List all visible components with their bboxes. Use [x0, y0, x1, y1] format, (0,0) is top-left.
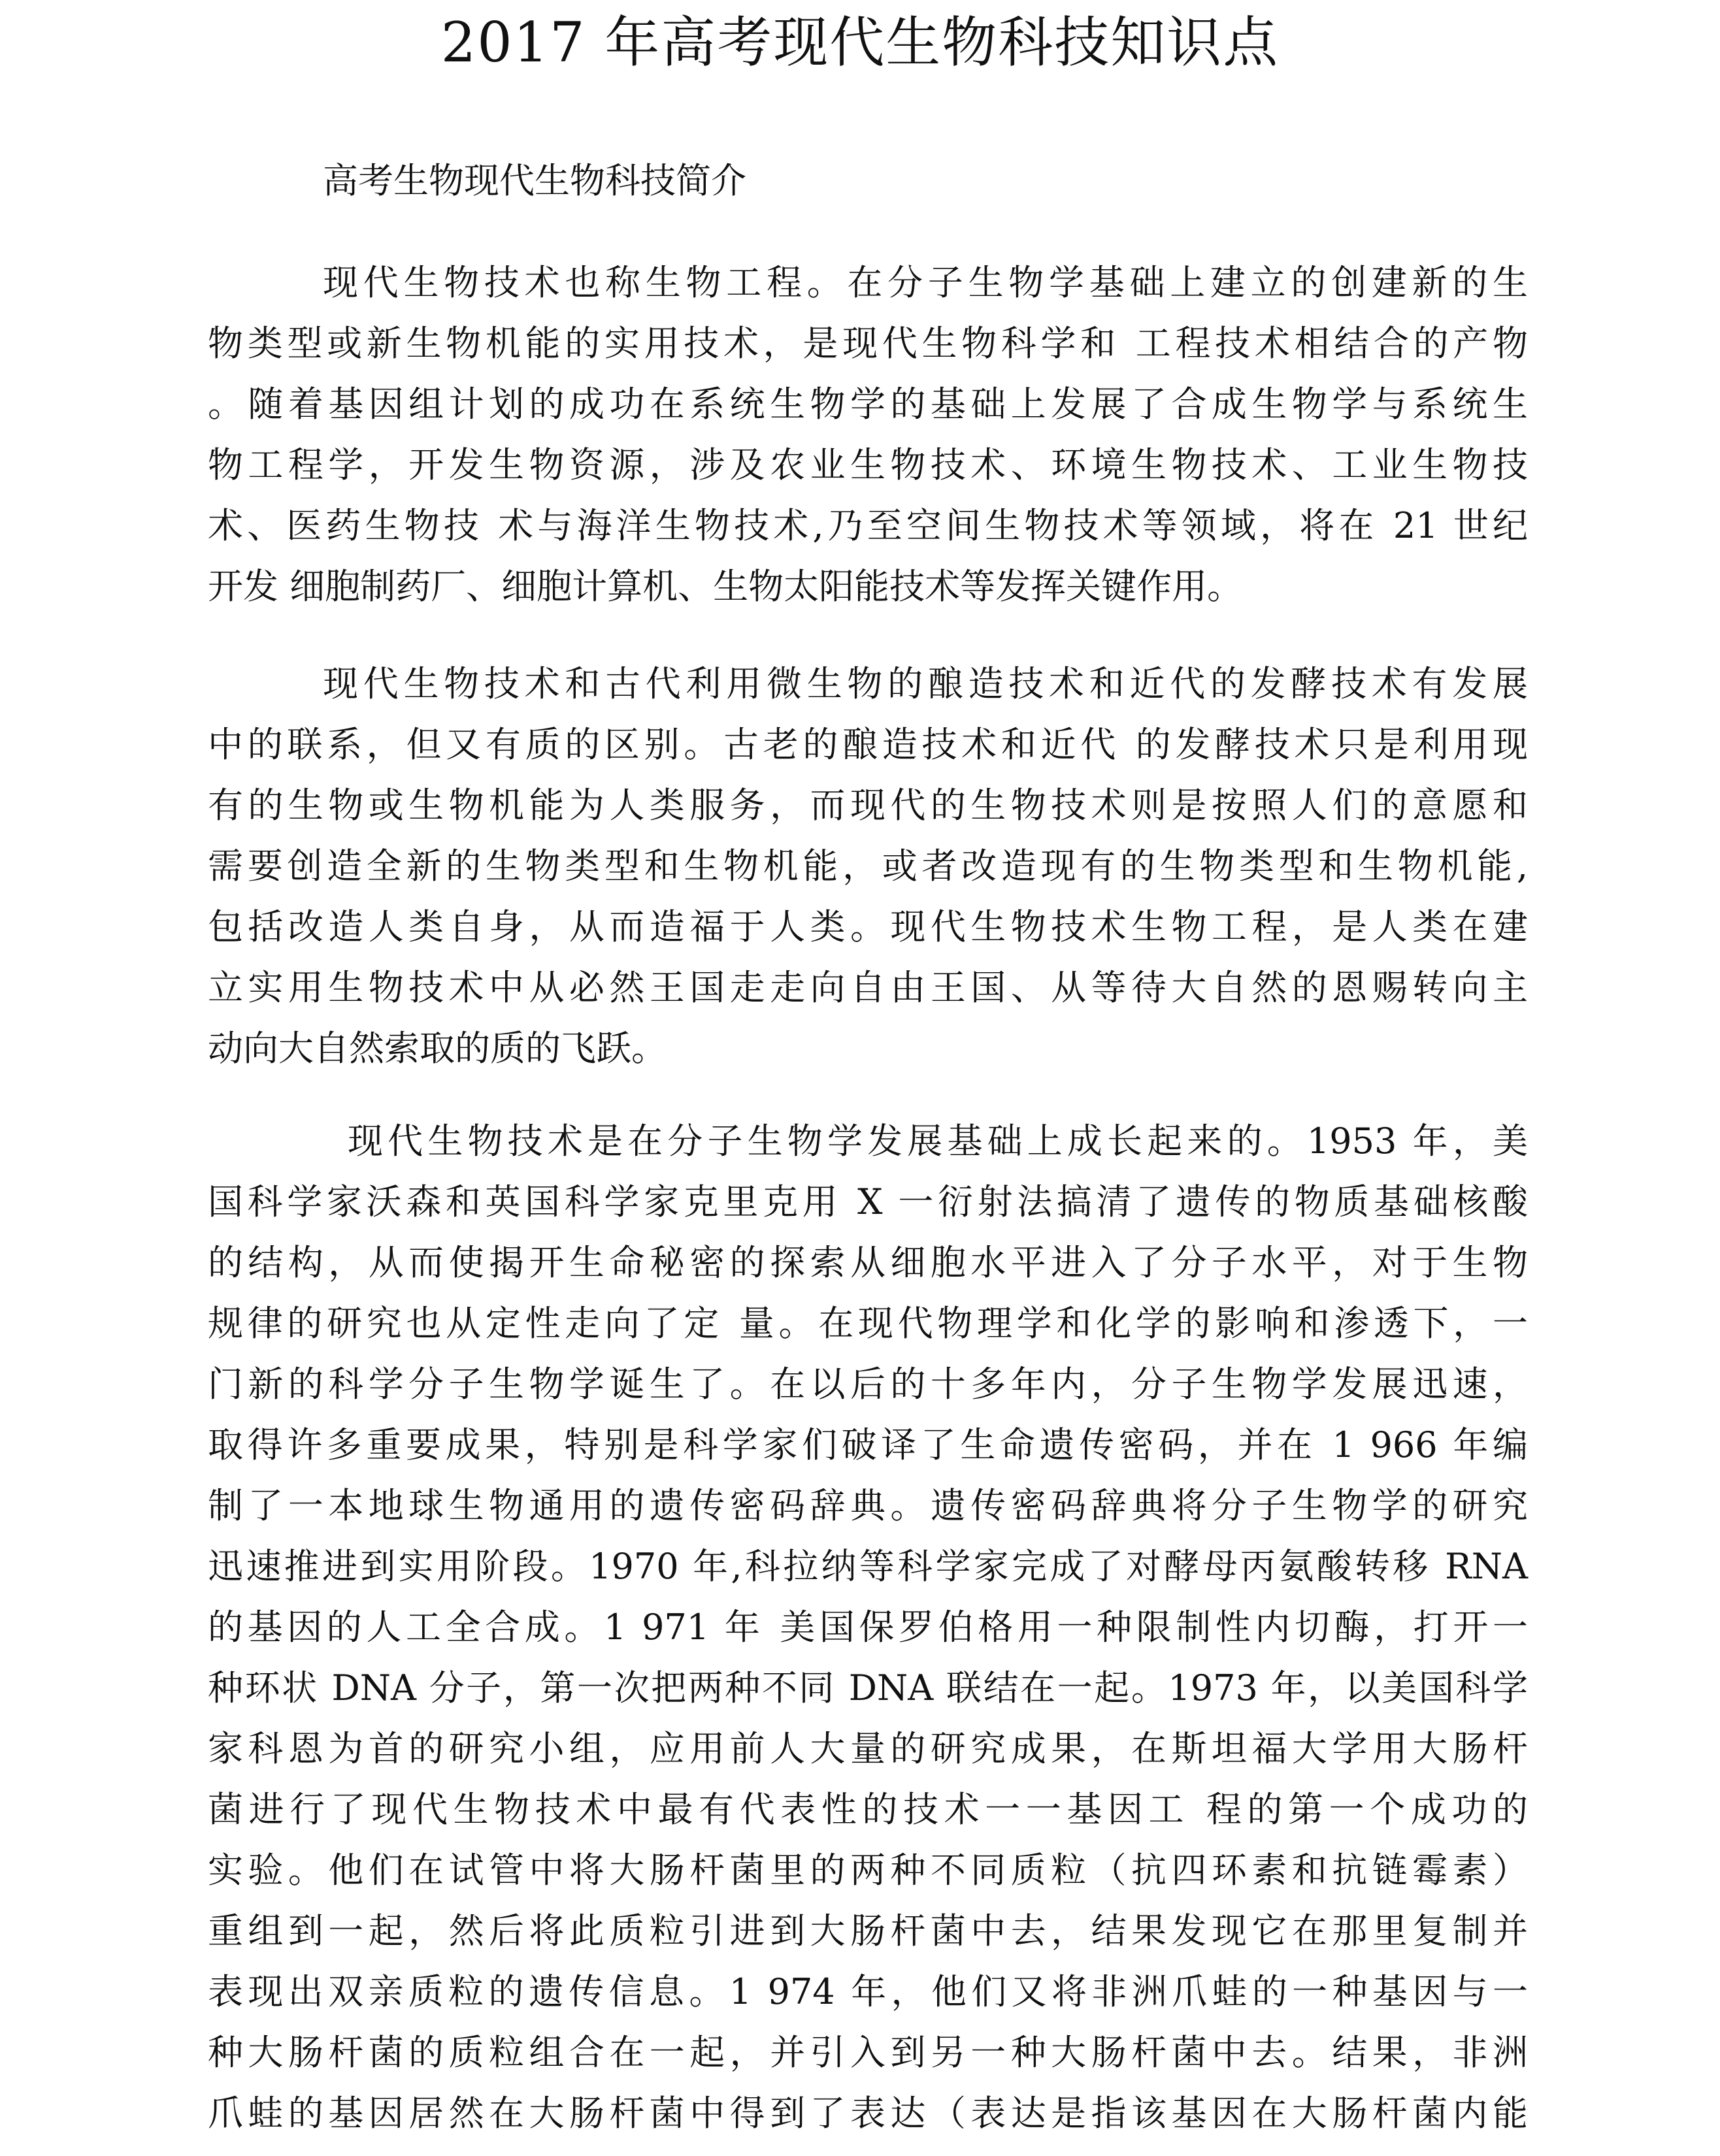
paragraph-line: 包括改造人类自身，从而造福于人类。现代生物技术生物工程，是人类在建: [208, 906, 1528, 947]
paragraph-line: 的结构，从而使揭开生命秘密的探索从细胞水平进入了分子水平，对于生物: [208, 1242, 1528, 1283]
paragraph-line: 现代生物技术和古代利用微生物的酿造技术和近代的发酵技术有发展: [323, 663, 1528, 704]
paragraph-line: 物工程学，开发生物资源，涉及农业生物技术、环境生物技术、工业生物技: [208, 444, 1528, 485]
paragraph-line: 国科学家沃森和英国科学家克里克用 X 一衍射法搞清了遗传的物质基础核酸: [208, 1181, 1528, 1222]
paragraph-line: 有的生物或生物机能为人类服务，而现代的生物技术则是按照人们的意愿和: [208, 785, 1528, 826]
paragraph-3: [208, 1111, 1528, 2144]
paragraph-line: 开发 细胞制药厂、细胞计算机、生物太阳能技术等发挥关键作用。: [208, 566, 1243, 607]
paragraph-line: 立实用生物技术中从必然王国走走向自由王国、从等待大自然的恩赐转向主: [208, 967, 1528, 1008]
paragraph-line: 。随着基因组计划的成功在系统生物学的基础上发展了合成生物学与系统生: [208, 384, 1528, 425]
paragraph-line: 迅速推进到实用阶段。1970 年,科拉纳等科学家完成了对酵母丙氨酸转移 RNA: [208, 1546, 1528, 1587]
paragraph-line: 术、医药生物技 术与海洋生物技术,乃至空间生物技术等领域，将在 21 世纪: [208, 505, 1528, 546]
paragraph-line: 门新的科学分子生物学诞生了。在以后的十多年内，分子生物学发展迅速，: [208, 1364, 1528, 1405]
paragraph-line: 种大肠杆菌的质粒组合在一起，并引入到另一种大肠杆菌中去。结果，非洲: [208, 2032, 1528, 2073]
paragraph-line: 重组到一起，然后将此质粒引进到大肠杆菌中去，结果发现它在那里复制并: [208, 1910, 1528, 1952]
document-title: 2017 年高考现代生物科技知识点: [440, 10, 1280, 74]
paragraph-1: [208, 252, 1528, 617]
paragraph-2: [208, 653, 1528, 1079]
paragraph-line: 种环状 DNA 分子，第一次把两种不同 DNA 联结在一起。1973 年，以美国科学: [208, 1667, 1528, 1708]
paragraph-line: 实验。他们在试管中将大肠杆菌里的两种不同质粒（抗四环素和抗链霉素）: [208, 1850, 1528, 1891]
section-subheading: 高考生物现代生物科技简介: [323, 160, 746, 201]
paragraph-line: 现代生物技术是在分子生物学发展基础上成长起来的。1953 年，美: [348, 1120, 1528, 1162]
paragraph-line: 爪蛙的基因居然在大肠杆菌中得到了表达（表达是指该基因在大肠杆菌内能: [208, 2093, 1528, 2134]
paragraph-line: 现代生物技术也称生物工程。在分子生物学基础上建立的创建新的生: [323, 262, 1528, 303]
paragraph-line: 物类型或新生物机能的实用技术，是现代生物科学和 工程技术相结合的产物: [208, 323, 1528, 364]
paragraph-line: 家科恩为首的研究小组，应用前人大量的研究成果，在斯坦福大学用大肠杆: [208, 1728, 1528, 1769]
paragraph-line: 中的联系，但又有质的区别。古老的酿造技术和近代 的发酵技术只是利用现: [208, 724, 1528, 765]
paragraph-line: 动向大自然索取的质的飞跃。: [208, 1028, 667, 1069]
paragraph-line: 需要创造全新的生物类型和生物机能，或者改造现有的生物类型和生物机能,: [208, 845, 1528, 887]
paragraph-line: 的基因的人工全合成。1 971 年 美国保罗伯格用一种限制性内切酶，打开一: [208, 1607, 1528, 1648]
paragraph-line: 规律的研究也从定性走向了定 量。在现代物理学和化学的影响和渗透下，一: [208, 1303, 1528, 1344]
paragraph-line: 取得许多重要成果，特别是科学家们破译了生命遗传密码，并在 1 966 年编: [208, 1424, 1528, 1465]
paragraph-line: 表现出双亲质粒的遗传信息。1 974 年，他们又将非洲爪蛙的一种基因与一: [208, 1971, 1528, 2012]
paragraph-line: 菌进行了现代生物技术中最有代表性的技术一一基因工 程的第一个成功的: [208, 1789, 1528, 1830]
paragraph-line: 制了一本地球生物通用的遗传密码辞典。遗传密码辞典将分子生物学的研究: [208, 1485, 1528, 1526]
